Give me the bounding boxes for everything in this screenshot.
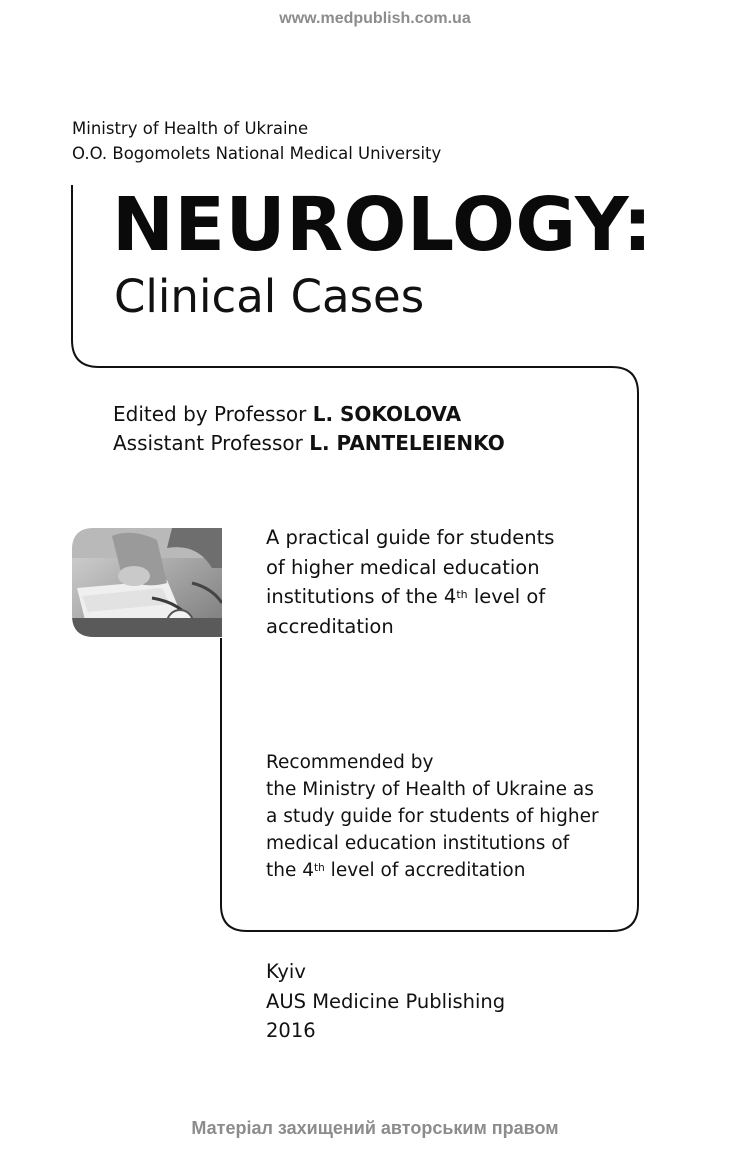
guide-description-line bbox=[266, 582, 554, 612]
site-url: www.medpublish.com.ua bbox=[279, 10, 471, 27]
publisher-info bbox=[266, 957, 505, 1046]
recommendation-line: medical education institutions of bbox=[266, 833, 570, 854]
guide-description-line: of higher medical education bbox=[266, 555, 540, 579]
publisher-city: Kyiv bbox=[266, 960, 306, 983]
recommendation-text: level of accreditation bbox=[324, 860, 526, 881]
recommendation-text: the 4 bbox=[266, 860, 315, 881]
editor-secondary-name: L. PANTELEIENKO bbox=[309, 431, 505, 455]
publication-year: 2016 bbox=[266, 1019, 316, 1042]
editor-secondary-prefix: Assistant Professor bbox=[113, 431, 310, 455]
guide-description-text: level of bbox=[467, 585, 546, 608]
book-subtitle: Clinical Cases bbox=[114, 270, 425, 323]
ministry-name: Ministry of Health of Ukraine bbox=[72, 119, 309, 138]
guide-description-line: accreditation bbox=[266, 614, 394, 638]
recommendation-note bbox=[266, 749, 599, 884]
guide-description-line: A practical guide for students bbox=[266, 526, 555, 549]
ordinal-suffix: th bbox=[456, 588, 468, 601]
recommendation-line: a study guide for students of higher bbox=[266, 806, 599, 827]
copyright-notice: Матеріал захищений авторським правом bbox=[191, 1118, 559, 1138]
editor-primary-prefix: Edited by Professor bbox=[113, 402, 313, 426]
university-name: O.O. Bogomolets National Medical University bbox=[72, 144, 442, 163]
recommendation-line: the Ministry of Health of Ukraine as bbox=[266, 779, 594, 800]
editor-primary-name: L. SOKOLOVA bbox=[312, 402, 462, 426]
guide-description-text: institutions of the 4 bbox=[266, 585, 457, 608]
doctor-writing-stethoscope-photo bbox=[72, 528, 222, 637]
publisher-name: AUS Medicine Publishing bbox=[266, 989, 506, 1013]
editor-primary bbox=[113, 402, 461, 426]
recommendation-line bbox=[266, 857, 599, 884]
editor-secondary bbox=[113, 431, 505, 455]
book-title: NEUROLOGY: bbox=[112, 182, 653, 268]
guide-description bbox=[266, 523, 554, 641]
ordinal-suffix: th bbox=[314, 862, 325, 874]
recommendation-line: Recommended by bbox=[266, 752, 434, 773]
